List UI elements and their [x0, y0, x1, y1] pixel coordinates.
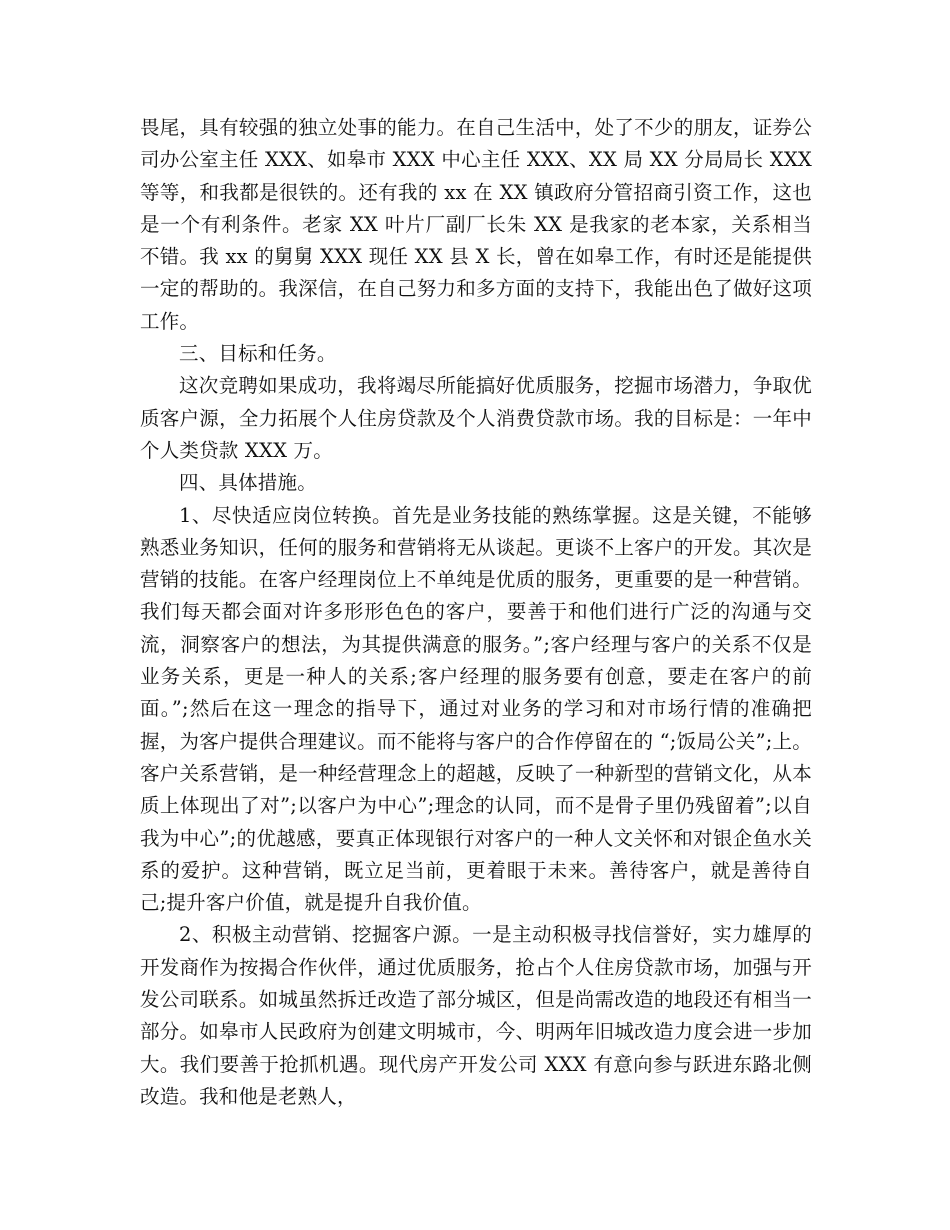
- paragraph-goals: 这次竞聘如果成功，我将竭尽所能搞好优质服务，挖掘市场潜力，争取优质客户源，全力拓展个人住房贷款及个人消费贷款市场。我的目标是：一年中个人类贷款 XXX 万。: [140, 374, 812, 462]
- document-body: [140, 112, 812, 1113]
- paragraph-continuation: 畏尾，具有较强的独立处事的能力。在自己生活中，处了不少的朋友，证券公司办公室主任 XXX、如皋市 XXX 中心主任 XXX、XX 局 XX 分局局长 XXX 等等，和我都是很铁的。还有我的 xx 在 XX 镇政府分管招商引资工作，这也是一个有利条件。老家 XX 叶片厂副厂长朱 XX 是我家的老本家，关系相当不错。我 xx 的舅舅 XXX 现任 XX 县 X 长，曾在如皋工作，有时还是能提供一定的帮助的。我深信，在自己努力和多方面的支持下，我能出色了做好这项工作。: [140, 116, 812, 333]
- paragraph-measure-1: 1、尽快适应岗位转换。首先是业务技能的熟练掌握。这是关键，不能够熟悉业务知识，任何的服务和营销将无从谈起。更谈不上客户的开发。其次是营销的技能。在客户经理岗位上不单纯是优质的服务，更重要的是一种营销。我们每天都会面对许多形形色色的客户，要善于和他们进行广泛的沟通与交流，洞察客户的想法，为其提供满意的服务。”;客户经理与客户的关系不仅是业务关系，更是一种人的关系;客户经理的服务要有创意，要走在客户的前面。”;然后在这一理念的指导下，通过对业务的学习和对市场行情的准确把握，为客户提供合理建议。而不能将与客户的合作停留在的 “;饭局公关”;上。客户关系营销，是一种经营理念上的超越，反映了一种新型的营销文化，从本质上体现出了对”;以客户为中心”;理念的认同，而不是骨子里仍残留着”;以自我为中心”;的优越感，要真正体现银行对客户的一种人文关怀和对银企鱼水关系的爱护。这种营销，既立足当前，更着眼于未来。善待客户，就是善待自己;提升客户价值，就是提升自我价值。: [140, 503, 812, 915]
- paragraph-measure-2: 2、积极主动营销、挖掘客户源。一是主动积极寻找信誉好，实力雄厚的开发商作为按揭合作伙伴，通过优质服务，抢占个人住房贷款市场，加强与开发公司联系。如城虽然拆迁改造了部分城区，但是尚需改造的地段还有相当一部分。如皋市人民政府为创建文明城市，今、明两年旧城改造力度会进一步加大。我们要善于抢抓机遇。现代房产开发公司 XXX 有意向参与跃进东路北侧改造。我和他是老熟人，: [140, 923, 812, 1108]
- section-heading-goals: 三、目标和任务。: [179, 342, 337, 366]
- section-heading-measures: 四、具体措施。: [179, 471, 317, 495]
